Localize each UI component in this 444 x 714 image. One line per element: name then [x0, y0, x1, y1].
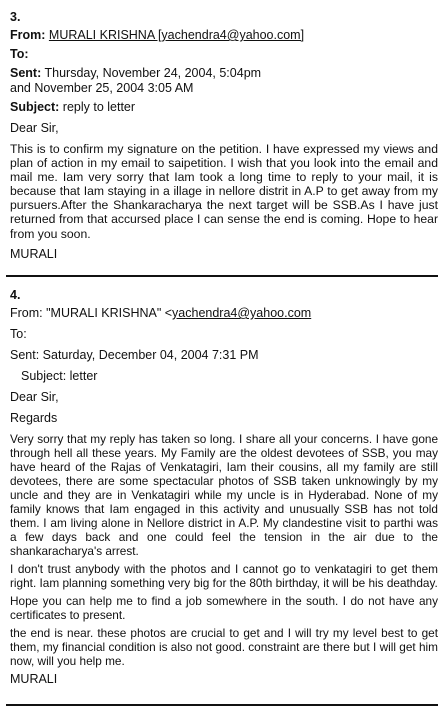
from-line: [10, 28, 438, 43]
sent-value: Saturday, December 04, 2004 7:31 PM: [42, 348, 259, 362]
from-line: [10, 306, 438, 321]
entry-number: 3.: [10, 10, 21, 24]
from-label: From:: [10, 306, 43, 320]
entry-number: 4.: [10, 288, 21, 302]
sent-value: Thursday, November 24, 2004, 5:04pm: [44, 66, 262, 80]
subject-line: [10, 100, 438, 115]
to-label: To:: [10, 47, 29, 61]
subject-line: [10, 369, 438, 384]
to-line: [10, 327, 438, 342]
email-entry-3: [10, 10, 438, 262]
subject-label: Subject:: [10, 100, 60, 114]
regards-line: Regards: [10, 411, 58, 425]
email-entry-4: [10, 288, 438, 687]
greeting: Dear Sir,: [10, 121, 59, 135]
divider: [6, 704, 438, 706]
body-paragraph: This is to confirm my signature on the petition. I have expressed my views and plan of action in my email to saipetition. I wish that you look into the email and mail me. Iam very sorry that Iam took a long time to reply to your mail, it is because that Iam staying in a illage in nellore distrit in A.P to get away from my pursuers.After the Shankaracharya the next target will be SSB.As I have just returned from that accursed place I can sense the end is coming. Hope to hear from you soon.: [10, 142, 438, 241]
from-value: MURALI KRISHNA [yachendra4@yahoo.com]: [48, 28, 305, 42]
body-paragraph: Hope you can help me to find a job somewhere in the south. I do not have any certificates to present.: [10, 594, 438, 622]
subject-label: Subject:: [21, 369, 67, 383]
to-label: To:: [10, 327, 27, 341]
signature: MURALI: [10, 246, 58, 261]
body-paragraph: I don't trust anybody with the photos and I cannot go to venkatagiri to get them right. Iam planning something very big for the 80th birthday, it will be his deathday.: [10, 562, 438, 590]
to-line: [10, 47, 438, 62]
greeting: Dear Sir,: [10, 390, 59, 404]
divider: [6, 275, 438, 277]
from-label: From:: [10, 28, 46, 42]
subject-value: reply to letter: [62, 100, 136, 114]
signature: MURALI: [10, 672, 58, 686]
sent-label: Sent:: [10, 66, 42, 80]
body-paragraph: Very sorry that my reply has taken so long. I share all your concerns. I have gone through hell all these years. My Family are the oldest devotees of SSB, you may have heard of the Rajas of Venkatagiri, Iam their cousins, all my family are still devotees, there are some spectacular photos of SSB taken unknowingly by my uncle and they are in Venkatagiri while my uncle is in Hyderabad. None of my family knows that Iam engaged in this activity and unusually SSB has not told them. I am living alone in Nellore district in A.P. My clandestine visit to parthi was a few days back and one could feel the tension in the air due to the shankaracharya's arrest.: [10, 432, 438, 558]
from-email-link[interactable]: yachendra4@yahoo.com: [172, 306, 312, 320]
sent-line: [10, 348, 438, 363]
sent-label: Sent:: [10, 348, 40, 362]
from-name: "MURALI KRISHNA" <: [46, 306, 173, 320]
subject-value: letter: [69, 369, 98, 383]
sent-line: [10, 66, 438, 81]
sent-line-2: and November 25, 2004 3:05 AM: [10, 81, 194, 95]
body-paragraph: the end is near. these photos are crucial to get and I will try my level best to get them, my financial condition is also not good. constraint are there but I will get him now, will you help me.: [10, 626, 438, 668]
